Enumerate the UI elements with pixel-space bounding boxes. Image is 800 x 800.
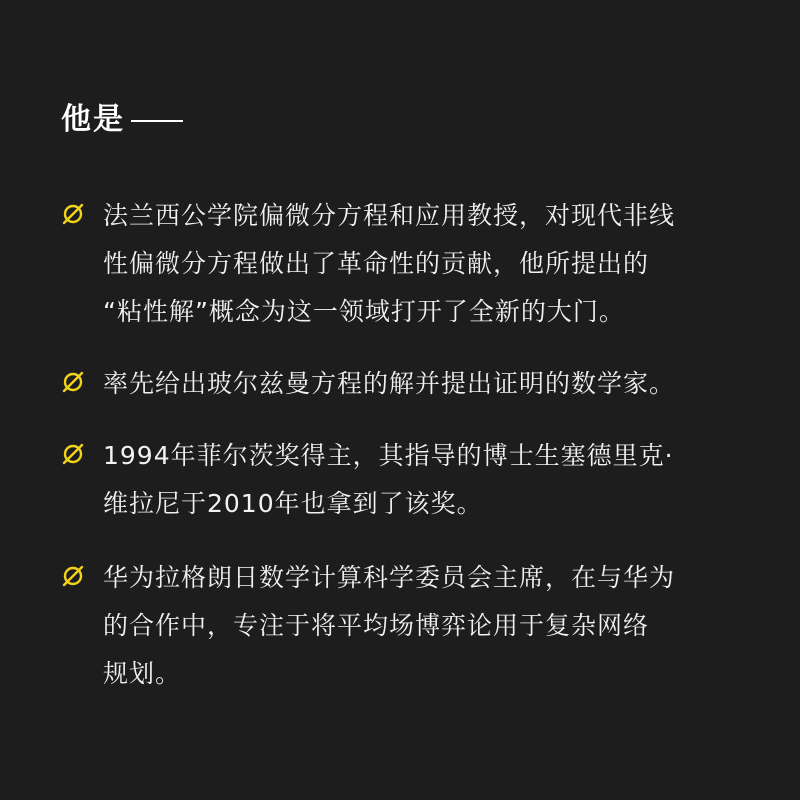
list-item-text (103, 360, 753, 408)
list-item-line: 维拉尼于2010年也拿到了该奖。 (103, 489, 483, 518)
empty-set-icon (60, 369, 86, 395)
empty-set-icon (60, 201, 86, 227)
empty-set-icon (60, 563, 86, 589)
empty-set-icon (60, 441, 86, 467)
list-item-line: 华为拉格朗日数学计算科学委员会主席，在与华为 (103, 563, 676, 592)
list-item-4 (60, 554, 750, 698)
list-item-line: 规划。 (103, 659, 182, 688)
list-item-line: 1994年菲尔茨奖得主，其指导的博士生塞德里克· (103, 441, 674, 470)
list-item-2 (60, 360, 750, 408)
list-item-line: 法兰西公学院偏微分方程和应用教授，对现代非线 (103, 201, 676, 230)
list-item-line: “粘性解”概念为这一领域打开了全新的大门。 (103, 297, 625, 326)
list-item-1 (60, 192, 750, 336)
list-item-line: 率先给出玻尔兹曼方程的解并提出证明的数学家。 (103, 369, 676, 398)
list-item-text (103, 192, 753, 336)
heading-dash (131, 120, 183, 122)
list-item-3 (60, 432, 750, 528)
heading (61, 98, 183, 142)
list-item-text (103, 432, 753, 528)
list-item-line: 的合作中，专注于将平均场博弈论用于复杂网络 (103, 611, 650, 640)
list-item-text (103, 554, 753, 698)
list-item-line: 性偏微分方程做出了革命性的贡献，他所提出的 (103, 249, 650, 278)
heading-title: 他是 (61, 102, 125, 137)
